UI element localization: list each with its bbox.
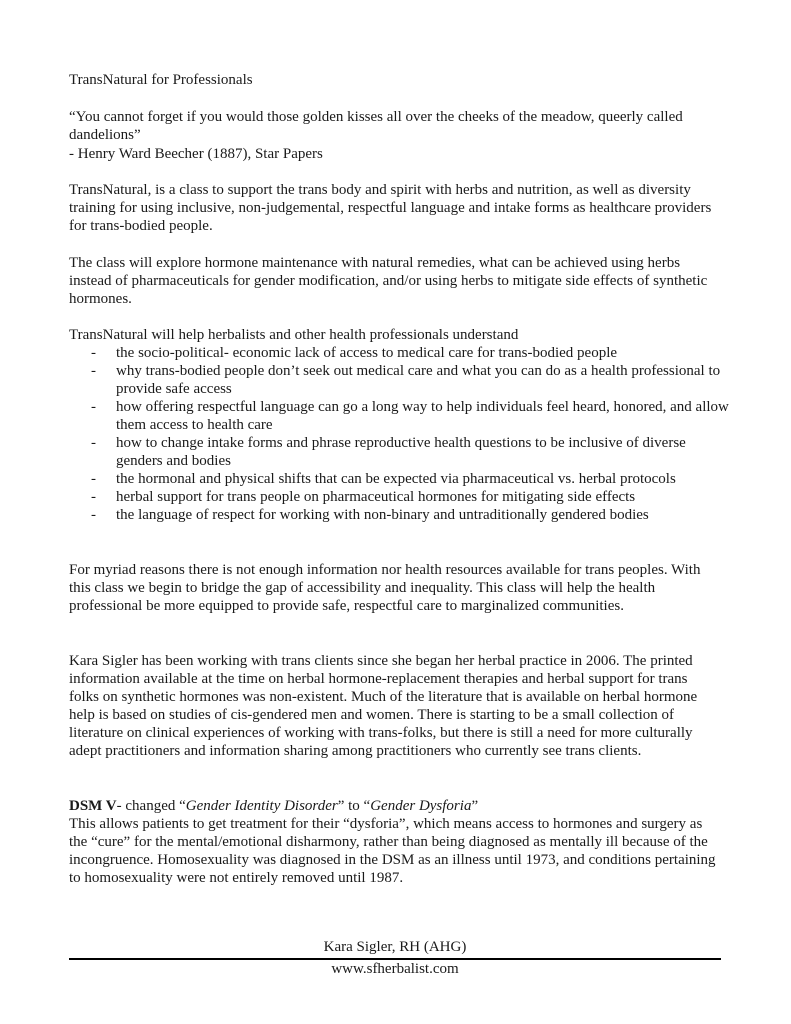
list-item-text: the socio-political- economic lack of access to medical care for trans-bodied people [116, 345, 618, 361]
bullet-marker: - [91, 471, 96, 487]
bullet-marker: - [91, 399, 96, 415]
list-item [69, 434, 729, 470]
dsm-old-term: Gender Identity Disorder [185, 798, 338, 814]
bullet-list-intro: TransNatural will help herbalists and other health professionals understand [69, 327, 519, 343]
dsm-changed-text: - changed “ [116, 798, 186, 814]
epigraph-quote: “You cannot forget if you would those golden kisses all over the cheeks of the meadow, queerly called dandelions” [69, 109, 683, 143]
paragraph-need: For myriad reasons there is not enough information nor health resources available for trans peoples. With this class we begin to bridge the gap of accessibility and inequality. This class will help the health professional be more equipped to provide safe, respectful care to marginalized communities. [69, 562, 701, 614]
dsm-paragraph: This allows patients to get treatment for their “dysforia”, which means access to hormones and surgery as the “cure” for the mental/emotional disharmony, rather than being diagnosed as mentally ill because of the incongruence. Homosexuality was diagnosed in the DSM as an illness until 1973, and conditions pertaining to homosexuality were not entirely removed until 1987. [69, 816, 716, 886]
bullet-marker: - [91, 507, 96, 523]
dsm-label: DSM V [69, 798, 117, 814]
list-item [69, 470, 729, 488]
bullet-marker: - [91, 435, 96, 451]
footer-author: Kara Sigler, RH (AHG) [323, 939, 467, 955]
paragraph-class-description: TransNatural, is a class to support the trans body and spirit with herbs and nutrition, as well as diversity training for using inclusive, non-judgemental, respectful language and intake forms as healthcare providers for trans-bodied people. [69, 182, 712, 234]
footer-website: www.sfherbalist.com [331, 961, 459, 977]
list-item-text: the hormonal and physical shifts that can be expected via pharmaceutical vs. herbal protocols [116, 471, 676, 487]
paragraph-author-background: Kara Sigler has been working with trans clients since she began her herbal practice in 2006. The printed information available at the time on herbal hormone-replacement therapies and herbal support for trans folks on synthetic hormones was non-existent. Much of the literature that is available on herbal hormone help is based on studies of cis-gendered men and women. There is starting to be a small collection of literature on clinical experiences of working with trans-folks, but there is still a need for more culturally adept practitioners and information sharing among practitioners who currently see trans clients. [69, 653, 698, 759]
paragraph-class-topics: The class will explore hormone maintenance with natural remedies, what can be achieved using herbs instead of pharmaceuticals for gender modification, and/or using herbs to mitigate side effects of synthetic hormones. [69, 255, 708, 307]
list-item-text: the language of respect for working with non-binary and untraditionally gendered bodies [116, 507, 649, 523]
dsm-heading [69, 797, 719, 815]
bullet-marker: - [91, 363, 96, 379]
dsm-new-term: Gender Dysforia [370, 798, 472, 814]
epigraph-source: - Henry Ward Beecher (1887), Star Papers [69, 146, 323, 162]
list-item [69, 398, 729, 434]
list-item-text: how offering respectful language can go a long way to help individuals feel heard, honored, and allow them access to health care [116, 399, 729, 433]
bullet-marker: - [91, 489, 96, 505]
bullet-marker: - [91, 345, 96, 361]
list-item-text: why trans-bodied people don’t seek out medical care and what you can do as a health professional to provide safe access [116, 363, 721, 397]
dsm-to-text: ” to “ [337, 798, 371, 814]
list-item [69, 488, 729, 506]
learning-objectives-list [69, 344, 729, 524]
list-item [69, 344, 729, 362]
dsm-close-quote: ” [471, 798, 479, 814]
list-item [69, 506, 729, 524]
list-item-text: how to change intake forms and phrase reproductive health questions to be inclusive of diverse genders and bodies [116, 435, 686, 469]
document-title: TransNatural for Professionals [69, 72, 253, 88]
list-item-text: herbal support for trans people on pharmaceutical hormones for mitigating side effects [116, 489, 636, 505]
list-item [69, 362, 729, 398]
